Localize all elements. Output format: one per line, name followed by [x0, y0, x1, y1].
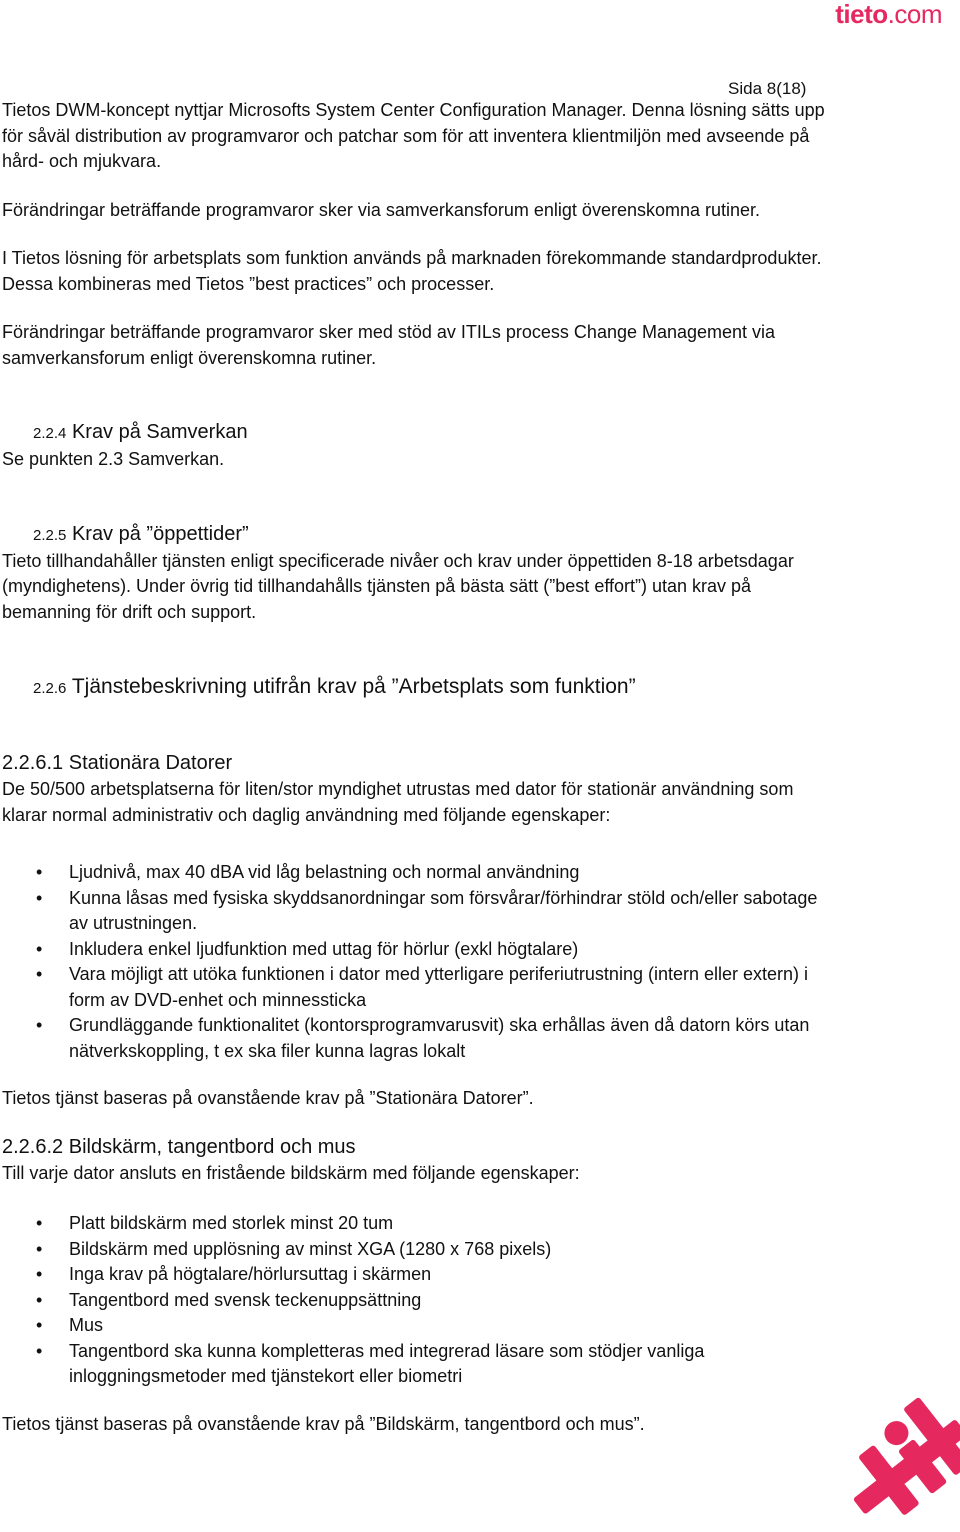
list-item: • Ljudnivå, max 40 dBA vid låg belastning och normal användning — [2, 860, 832, 886]
paragraph-itil: Förändringar beträffande programvaror sker med stöd av ITILs process Change Management via samverkansforum enligt överenskomna rutiner. — [2, 322, 776, 368]
logo-main: tieto — [835, 0, 888, 29]
bullet-icon: • — [36, 1315, 43, 1335]
list-item: • Vara möjligt att utöka funktionen i dator med ytterligare periferiutrustning (intern eller extern) i form av DVD-enhet och minnessticka — [36, 964, 809, 1010]
section-title: Krav på ”öppettider” — [71, 522, 249, 545]
section-heading-226 — [2, 673, 832, 702]
list-item: • Tangentbord med svensk teckenuppsättning — [2, 1288, 832, 1314]
section-number: 2.2.6 — [33, 680, 67, 697]
section-heading-224 — [2, 419, 832, 447]
list-item: • Tangentbord ska kunna kompletteras med integrerad läsare som stödjer vanliga inloggningsmetoder med tjänstekort eller biometri — [36, 1340, 705, 1386]
logo-suffix: .com — [887, 0, 942, 29]
section-title: Bildskärm, tangentbord och mus — [68, 1135, 356, 1158]
bullet-icon: • — [36, 938, 43, 959]
bullet-icon: • — [36, 862, 43, 882]
bullet-list-desktops — [2, 860, 832, 1064]
bullet-icon: • — [36, 1213, 43, 1233]
section-number: 2.2.5 — [33, 526, 67, 544]
page-number: Sida 8(18) — [728, 79, 807, 98]
section-title: Krav på Samverkan — [71, 421, 248, 443]
list-item: • Bildskärm med upplösning av minst XGA (1280 x 768 pixels) — [2, 1237, 832, 1263]
bullet-icon: • — [36, 964, 43, 984]
bullet-icon: • — [36, 1289, 43, 1310]
tieto-logo — [835, 2, 942, 28]
bullet-icon: • — [36, 1238, 43, 1259]
list-item: • Kunna låsas med fysiska skyddsanordningar som försvårar/förhindrar stöld och/eller sabotage av utrustningen. — [36, 887, 818, 933]
bullet-icon: • — [36, 1340, 43, 1361]
bullet-icon: • — [36, 1015, 43, 1035]
section-intro-2262: Till varje dator ansluts en fristående bildskärm med följande egenskaper: — [2, 1162, 580, 1183]
bullet-icon: • — [36, 887, 43, 908]
section-number: 2.2.4 — [33, 425, 67, 442]
tieto-watermark-logo — [800, 1312, 960, 1532]
bullet-icon: • — [36, 1264, 43, 1284]
section-text-224: Se punkten 2.3 Samverkan. — [2, 449, 225, 469]
list-item: • Mus — [2, 1313, 832, 1339]
document-body — [2, 98, 832, 1437]
section-outro-2261: Tietos tjänst baseras på ovanstående krav på ”Stationära Datorer”. — [2, 1088, 534, 1108]
section-number: 2.2.6.1 — [2, 752, 64, 774]
section-text-225: Tieto tillhandahåller tjänsten enligt specificerade nivåer och krav under öppettiden 8-18 arbetsdagar (myndighetens). Under övrig tid tillhandahålls tjänsten på bästa sätt (”best effort”) utan krav på bemanning för drift och support. — [2, 550, 794, 622]
section-outro-2262: Tietos tjänst baseras på ovanstående krav på ”Bildskärm, tangentbord och mus”. — [2, 1413, 645, 1434]
bullet-list-display — [2, 1211, 832, 1390]
list-item: • Inkludera enkel ljudfunktion med uttag för hörlur (exkl högtalare) — [2, 937, 832, 963]
section-heading-2261 — [2, 750, 832, 777]
section-heading-2262 — [2, 1134, 832, 1161]
paragraph-standard-products: I Tietos lösning för arbetsplats som funktion används på marknaden förekommande standardprodukter. Dessa kombineras med Tietos ”best practices” och processer. — [2, 248, 822, 294]
paragraph-changes: Förändringar beträffande programvaror sker via samverkansforum enligt överenskomna rutiner. — [2, 199, 761, 220]
paragraph-dwm: Tietos DWM-koncept nyttjar Microsofts System Center Configuration Manager. Denna lösning sätts upp för såväl distribution av programvaror och patchar som för att inventera klientmiljön med avseende på hård- och mjukvara. — [2, 100, 825, 171]
list-item: • Inga krav på högtalare/hörlursuttag i skärmen — [2, 1262, 832, 1288]
section-heading-225 — [2, 521, 832, 549]
section-intro-2261: De 50/500 arbetsplatserna för liten/stor myndighet utrustas med dator för stationär användning som klarar normal administrativ och daglig användning med följande egenskaper: — [2, 779, 794, 825]
section-title: Tjänstebeskrivning utifrån krav på ”Arbetsplats som funktion” — [71, 675, 636, 698]
section-number: 2.2.6.2 — [2, 1135, 64, 1158]
list-item: • Grundläggande funktionalitet (kontorsprogramvarusvit) ska erhållas även då datorn körs utan nätverkskoppling, t ex ska filer kunna lagras lokalt — [36, 1015, 810, 1061]
list-item: • Platt bildskärm med storlek minst 20 tum — [2, 1211, 832, 1237]
section-title: Stationära Datorer — [68, 752, 233, 774]
